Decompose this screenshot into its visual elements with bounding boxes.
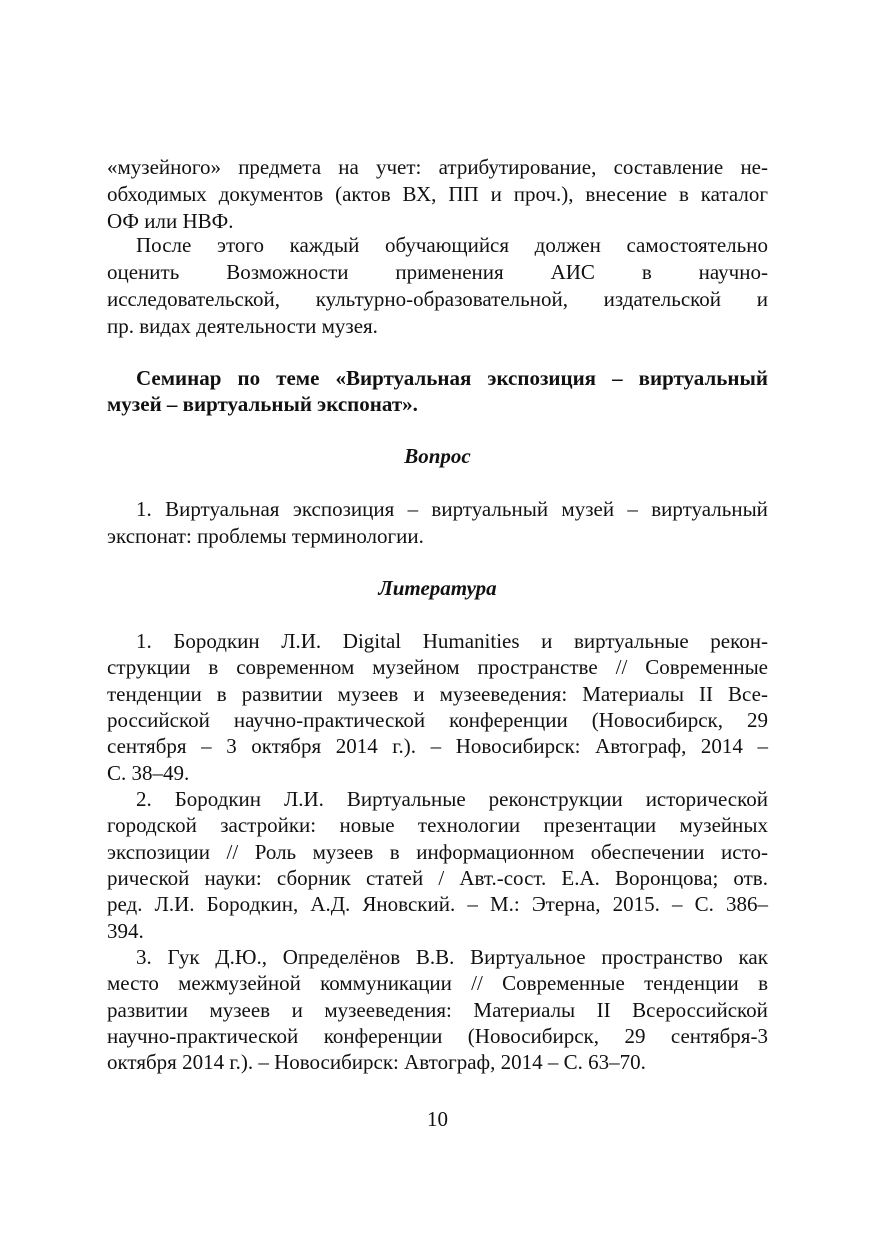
page-number: 10 [427, 1107, 448, 1131]
word: Семинар [136, 366, 222, 390]
word: не- [740, 155, 768, 179]
word: Всероссийской [632, 998, 768, 1022]
word: 29 [624, 1024, 646, 1048]
word: // [615, 655, 628, 679]
word: проч.), [513, 182, 574, 206]
word: обходимых [107, 182, 207, 206]
word: Возможности [226, 260, 349, 284]
word: Этерна, [531, 892, 601, 916]
word: струкции [107, 655, 191, 679]
word: Виртуальные [346, 787, 466, 811]
word: новые [339, 813, 395, 837]
word: современном [236, 655, 355, 679]
reference-line [107, 997, 768, 1024]
word: учет: [376, 155, 422, 179]
word: Е.А. [561, 866, 600, 890]
word: каждый [289, 233, 360, 257]
word: Л.И. [283, 787, 324, 811]
text-line: экспонат: проблемы терминологии. [107, 524, 424, 548]
word: коммуникации [320, 971, 452, 995]
text-line [107, 286, 768, 313]
word: – [467, 892, 478, 916]
word: Современные [502, 971, 625, 995]
word: применения [395, 260, 504, 284]
word: ПП [448, 182, 479, 206]
reference-line [107, 970, 768, 997]
word: – [627, 497, 638, 521]
word: Д.Ю., [215, 945, 267, 969]
word: АИС [550, 260, 595, 284]
word: реконструкции [488, 787, 623, 811]
word: виртуальный [651, 497, 768, 521]
word: ред. [107, 892, 143, 916]
word: составление [613, 155, 724, 179]
word: М.: [489, 892, 520, 916]
word: в [758, 971, 768, 995]
word: в [678, 182, 689, 206]
word: Определёнов [282, 945, 401, 969]
word: научно- [698, 260, 768, 284]
word: Л.И. [281, 629, 322, 653]
reference-line [107, 654, 768, 681]
reference-line [107, 839, 768, 866]
word: После [136, 233, 192, 257]
word: и [490, 182, 502, 206]
word: и [291, 998, 303, 1022]
word: Виртуальная [165, 497, 280, 521]
word: Бородкин, [206, 892, 299, 916]
reference-line: 394. [107, 919, 144, 943]
word: Авт.-сост. [459, 866, 547, 890]
word: теме [276, 366, 320, 390]
word: – [201, 734, 212, 758]
word: как [738, 945, 768, 969]
word: Л.И. [154, 892, 195, 916]
word: 2. [136, 787, 152, 811]
word: предмета [238, 155, 322, 179]
word: // [226, 840, 239, 864]
word: информационном [416, 840, 575, 864]
word: II [699, 682, 714, 706]
word: г.). [392, 734, 417, 758]
word: самостоятельно [626, 233, 768, 257]
word: по [237, 366, 261, 390]
word: Воронцова; [615, 866, 719, 890]
word: в [208, 655, 219, 679]
word: Материалы [473, 998, 576, 1022]
word: в [389, 840, 400, 864]
word: виртуальный [638, 366, 768, 390]
word: экспозиции [107, 840, 211, 864]
word: / [438, 866, 445, 890]
reference-line [107, 812, 768, 839]
word: Все- [728, 682, 768, 706]
reference-line: октября 2014 г.). – Новосибирск: Автограф, 2014 – С. 63–70. [107, 1050, 646, 1074]
word: музей [561, 497, 615, 521]
word: Бородкин [174, 787, 262, 811]
word: В.В. [415, 945, 455, 969]
word: место [107, 971, 159, 995]
reference-line [107, 865, 768, 892]
word: 1. [136, 497, 152, 521]
text-line: ОФ или НВФ. [107, 209, 234, 233]
reference-line: С. 38–49. [107, 761, 190, 785]
word: музеев [337, 682, 399, 706]
seminar-title-line: музей – виртуальный экспонат». [107, 392, 418, 416]
word: должен [534, 233, 601, 257]
word: виртуальный [431, 497, 549, 521]
word: городской [107, 813, 197, 837]
word: А.Д. [310, 892, 351, 916]
reference-line [136, 628, 768, 655]
reference-line [107, 707, 768, 734]
text-line [136, 232, 768, 259]
word: II [596, 998, 611, 1022]
word: развитии [241, 682, 323, 706]
word: научно-практической [233, 708, 426, 732]
word: Современные [645, 655, 768, 679]
reference-line [136, 944, 768, 971]
word: обеспечении [590, 840, 705, 864]
word: тенденции [107, 682, 202, 706]
word: исторической [645, 787, 768, 811]
word: презентации [543, 813, 657, 837]
word: на [338, 155, 359, 179]
word: и [413, 682, 425, 706]
word: музеев [209, 998, 271, 1022]
literature-heading: Литература [378, 576, 497, 600]
word: (Новосибирск, [467, 1024, 599, 1048]
word: статей [365, 866, 424, 890]
word: культурно-образовательной, [315, 287, 568, 311]
word: науки: [204, 866, 262, 890]
word: Материалы [582, 682, 684, 706]
word: ВХ, [402, 182, 437, 206]
word: в [216, 682, 227, 706]
word: (Новосибирск, [591, 708, 723, 732]
word: музееведения: [324, 998, 452, 1022]
word: Виртуальное [470, 945, 586, 969]
text-line [107, 154, 768, 181]
word: оценить [107, 260, 180, 284]
word: – [407, 497, 419, 521]
question-heading: Вопрос [404, 444, 471, 468]
word: музейном [372, 655, 460, 679]
word: тенденции [644, 971, 739, 995]
word: виртуальные [573, 629, 689, 653]
word: пространстве [477, 655, 598, 679]
word: документов [218, 182, 324, 206]
word: октября [251, 734, 322, 758]
word: сентября-3 [670, 1024, 768, 1048]
word: музееведения: [439, 682, 568, 706]
word: технологии [417, 813, 521, 837]
word: Humanities [422, 629, 520, 653]
word: рической [107, 866, 190, 890]
text-line [107, 259, 768, 286]
word: каталог [700, 182, 768, 206]
word: рекон- [710, 629, 768, 653]
text-line [107, 181, 768, 208]
word: экспозиция [292, 497, 395, 521]
word: внесение [585, 182, 668, 206]
word: Бородкин [173, 629, 260, 653]
word: исследовательской, [107, 287, 281, 311]
word: // [471, 971, 483, 995]
word: отв. [733, 866, 768, 890]
word: Автограф, [595, 734, 687, 758]
word: конференции [449, 708, 568, 732]
word: Гук [167, 945, 200, 969]
word: (актов [335, 182, 391, 206]
word: Яновский. [362, 892, 456, 916]
word: Новосибирск: [455, 734, 581, 758]
word: 3 [226, 734, 237, 758]
reference-line [107, 733, 768, 760]
word: музеев [312, 840, 374, 864]
word: и [756, 287, 768, 311]
word: издательской [603, 287, 722, 311]
reference-line [107, 891, 768, 918]
word: – [430, 734, 442, 758]
word: сборник [276, 866, 351, 890]
reference-line [136, 786, 768, 813]
word: развитии [107, 998, 188, 1022]
word: музейных [679, 813, 768, 837]
word: 2015. [612, 892, 660, 916]
word: Роль [254, 840, 297, 864]
reference-line [107, 681, 768, 708]
word: 386– [725, 892, 768, 916]
seminar-title-line [136, 365, 768, 392]
word: и [541, 629, 553, 653]
word: 2014 [335, 734, 378, 758]
word: конференции [323, 1024, 443, 1048]
word: – [612, 366, 623, 390]
text-line: пр. видах деятельности музея. [107, 314, 378, 338]
word: 2014 [700, 734, 743, 758]
word: экспозиция [487, 366, 597, 390]
word: исто- [721, 840, 768, 864]
reference-line [107, 1023, 768, 1050]
word: «Виртуальная [335, 366, 472, 390]
word: этого [216, 233, 264, 257]
word: Digital [342, 629, 402, 653]
word: 3. [136, 945, 152, 969]
word: 1. [136, 629, 152, 653]
word: – [671, 892, 683, 916]
word: атрибутирование, [438, 155, 597, 179]
word: 29 [747, 708, 768, 732]
word: «музейного» [107, 155, 221, 179]
word: российской [107, 708, 210, 732]
word: межмузейной [178, 971, 301, 995]
word: застройки: [220, 813, 317, 837]
word: С. [694, 892, 714, 916]
word: научно-практической [107, 1024, 299, 1048]
word: пространство [601, 945, 723, 969]
word: в [641, 260, 652, 284]
word: обучающийся [384, 233, 510, 257]
word: сентября [107, 734, 187, 758]
word: – [757, 734, 768, 758]
text-line [136, 496, 768, 523]
